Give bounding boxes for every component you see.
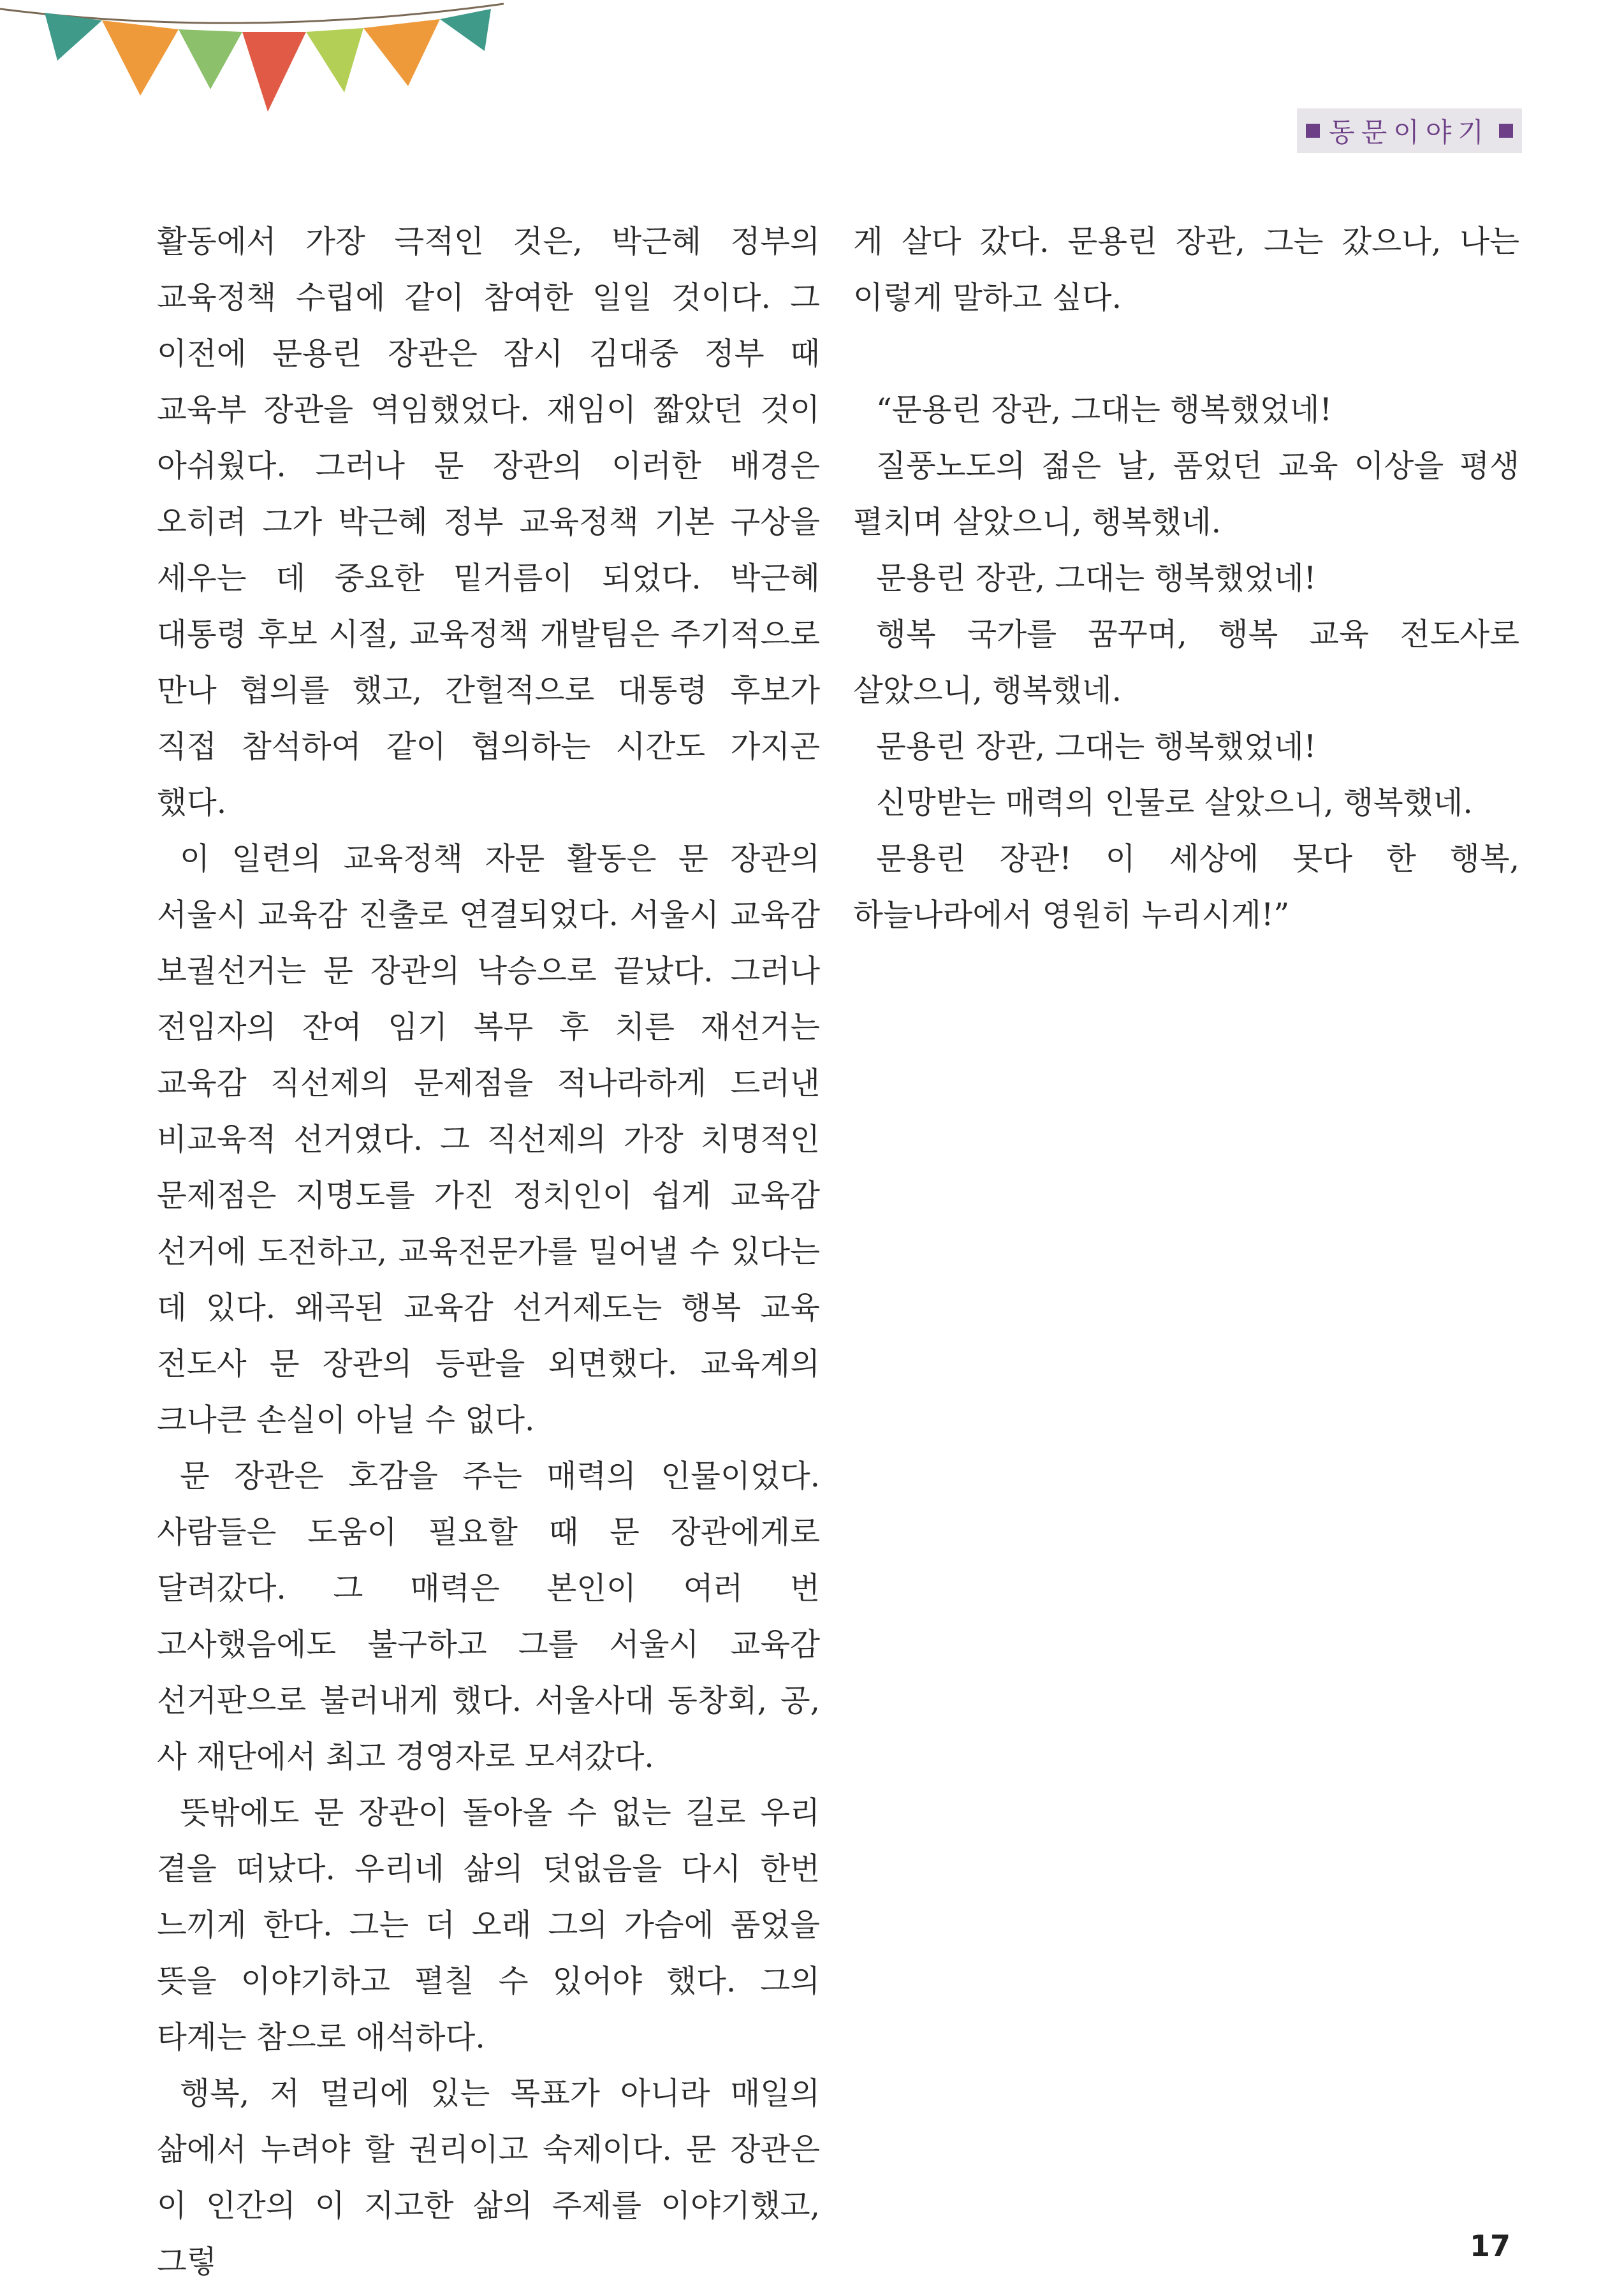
spacer	[853, 326, 1519, 382]
quote-line: 신망받는 매력의 인물로 살았으니, 행복했네.	[876, 785, 1473, 821]
quote-line: “문용린 장관, 그대는 행복했었네!	[876, 392, 1333, 428]
section-label	[1297, 108, 1522, 153]
quote-line: 문용린 장관, 그대는 행복했었네!	[876, 729, 1317, 765]
bunting-decoration	[0, 0, 504, 128]
paragraph: 행복, 저 멀리에 있는 목표가 아니라 매일의 삶에서 누려야 할 권리이고 숙제이다. 문 장관은 이 인간의 이 지고한 삶의 주제를 이야기했고, 그렇	[157, 2076, 820, 2280]
square-bullet-icon	[1306, 124, 1320, 138]
bunting-flag-lime	[306, 28, 363, 92]
section-label-text: 동문이야기	[1329, 117, 1490, 148]
tribute-quote	[853, 382, 1519, 943]
bunting-flag-red	[242, 32, 306, 112]
left-column	[157, 214, 820, 2290]
page-number: 17	[1469, 2229, 1511, 2263]
quote-line: 질풍노도의 젊은 날, 품었던 교육 이상을 평생 펼치며 살았으니, 행복했네.	[853, 448, 1519, 540]
quote-line: 문용린 장관! 이 세상에 못다 한 행복, 하늘나라에서 영원히 누리시게!”	[853, 841, 1519, 933]
quote-line: 문용린 장관, 그대는 행복했었네!	[876, 561, 1317, 596]
bunting-flag-orange-2	[363, 19, 440, 86]
paragraph: 활동에서 가장 극적인 것은, 박근혜 정부의 교육정책 수립에 같이 참여한 일일 것이다. 그 이전에 문용린 장관은 잠시 김대중 정부 때 교육부 장관을 역임했었다. 재임이 짧았던 것이 아쉬웠다. 그러나 문 장관의 이러한 배경은 오히려 그가 박근혜 정부 교육정책 기본 구상을 세우는 데 중요한 밑거름이 되었다. 박근혜 대통령 후보 시절, 교육정책 개발팀은 주기적으로 만나 협의를 했고, 간헐적으로 대통령 후보가 직접 참석하여 같이 협의하는 시간도 가지곤 했다.	[157, 224, 820, 821]
bunting-flag-teal	[45, 13, 102, 61]
right-column	[853, 214, 1519, 943]
paragraph: 뜻밖에도 문 장관이 돌아올 수 없는 길로 우리 곁을 떠났다. 우리네 삶의 덧없음을 다시 한번 느끼게 한다. 그는 더 오래 그의 가슴에 품었을 뜻을 이야기하고 펼칠 수 있어야 했다. 그의 타계는 참으로 애석하다.	[157, 1795, 820, 2055]
bunting-flag-teal-2	[440, 9, 491, 51]
quote-line: 행복 국가를 꿈꾸며, 행복 교육 전도사로 살았으니, 행복했네.	[853, 617, 1519, 708]
paragraph: 게 살다 갔다. 문용린 장관, 그는 갔으나, 나는 이렇게 말하고 싶다.	[853, 224, 1519, 316]
bunting-flag-orange	[102, 20, 179, 96]
square-bullet-icon	[1499, 124, 1513, 138]
paragraph: 이 일련의 교육정책 자문 활동은 문 장관의 서울시 교육감 진출로 연결되었다. 서울시 교육감 보궐선거는 문 장관의 낙승으로 끝났다. 그러나 전임자의 잔여 임기 복무 후 치른 재선거는 교육감 직선제의 문제점을 적나라하게 드러낸 비교육적 선거였다. 그 직선제의 가장 치명적인 문제점은 지명도를 가진 정치인이 쉽게 교육감 선거에 도전하고, 교육전문가를 밀어낼 수 있다는 데 있다. 왜곡된 교육감 선거제도는 행복 교육 전도사 문 장관의 등판을 외면했다. 교육계의 크나큰 손실이 아닐 수 없다.	[157, 841, 820, 1438]
bunting-flag-green	[179, 29, 242, 89]
paragraph: 문 장관은 호감을 주는 매력의 인물이었다. 사람들은 도움이 필요할 때 문 장관에게로 달려갔다. 그 매력은 본인이 여러 번 고사했음에도 불구하고 그를 서울시 교육감 선거판으로 불러내게 했다. 서울사대 동창회, 공, 사 재단에서 최고 경영자로 모셔갔다.	[157, 1458, 820, 1775]
